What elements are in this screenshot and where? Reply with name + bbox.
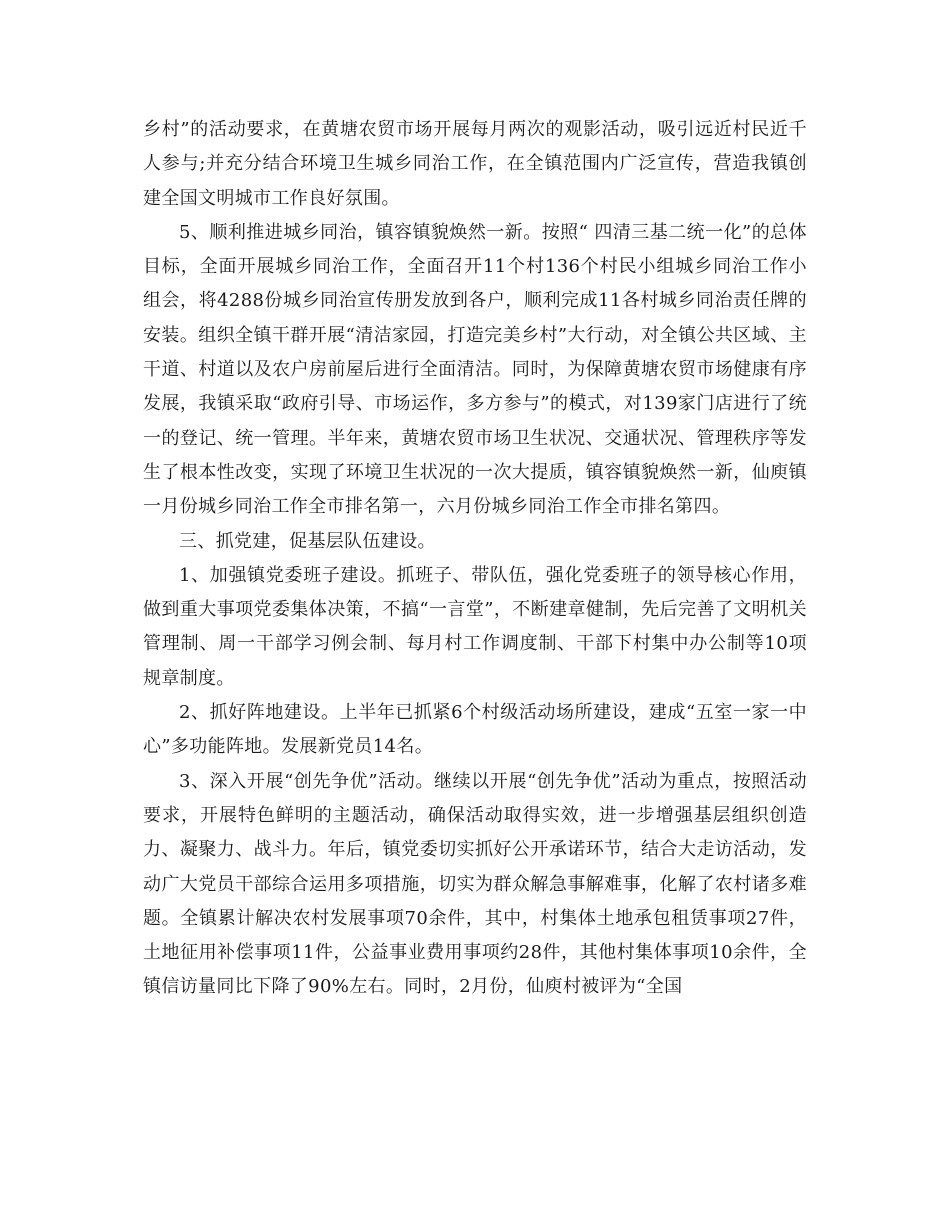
paragraph-continued: 乡村”的活动要求，在黄塘农贸市场开展每月两次的观影活动，吸引远近村民近千人参与;并充分结合环境卫生城乡同治工作，在全镇范围内广泛宣传，营造我镇创建全国文明城市工作良好氛围。 <box>143 119 807 209</box>
paragraph-excellence-campaign: 3、深入开展“创先争优”活动。继续以开展“创先争优”活动为重点，按照活动要求，开展特色鲜明的主题活动，确保活动取得实效，进一步增强基层组织创造力、凝聚力、战斗力。年后，镇党委切实抓好公开承诺环节，结合大走访活动，发动广大党员干部综合运用多项措施，切实为群众解急事解难事，化解了农村诸多难题。全镇累计解决农村发展事项70余件，其中，村集体土地承包租赁事项27件，土地征用补偿事项11件，公益事业费用事项约28件，其他村集体事项10余件，全镇信访量同比下降了90%左右。同时，2月份，仙庾村被评为“全国 <box>143 770 807 998</box>
section-heading-party-building: 三、抓党建，促基层队伍建设。 <box>179 530 436 552</box>
paragraph-urban-rural-governance: 5、顺利推进城乡同治，镇容镇貌焕然一新。按照“ 四清三基二统一化”的总体目标，全面开展城乡同治工作，全面召开11个村136个村民小组城乡同治工作小组会，将4288份城乡同治宣传册发放到各户，顺利完成11各村城乡同治责任牌的安装。组织全镇干群开展“清洁家园，打造完美乡村”大行动，对全镇公共区域、主干道、村道以及农户房前屋后进行全面清洁。同时，为保障黄塘农贸市场健康有序发展，我镇采取“政府引导、市场运作，多方参与”的模式，对139家门店进行了统一的登记、统一管理。半年来，黄塘农贸市场卫生状况、交通状况、管理秩序等发生了根本性改变，实现了环境卫生状况的一次大提质，镇容镇貌焕然一新，仙庾镇一月份城乡同治工作全市排名第一，六月份城乡同治工作全市排名第四。 <box>143 221 807 518</box>
paragraph-party-committee: 1、加强镇党委班子建设。抓班子、带队伍，强化党委班子的领导核心作用，做到重大事项党委集体决策，不搞“一言堂”，不断建章健制，先后完善了文明机关管理制、周一干部学习例会制、每月村工作调度制、干部下村集中办公制等10项规章制度。 <box>143 564 807 689</box>
paragraph-position-building: 2、抓好阵地建设。上半年已抓紧6个村级活动场所建设，建成“五室一家一中心”多功能阵地。发展新党员14名。 <box>143 702 807 758</box>
document-body <box>143 113 807 1005</box>
